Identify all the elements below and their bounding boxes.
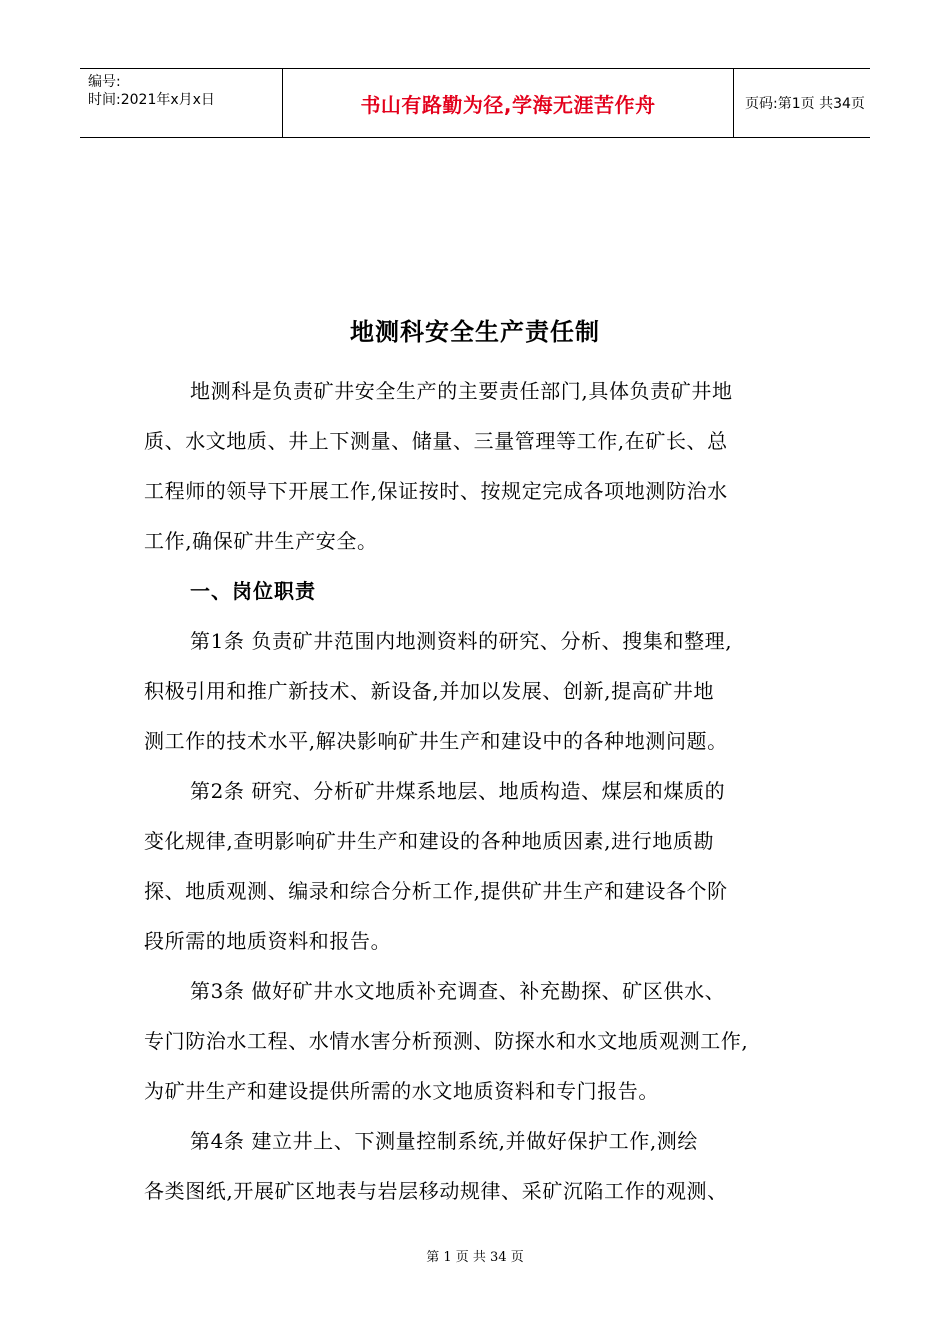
article-1-line: 测工作的技术水平,解决影响矿井生产和建设中的各种地测问题。 — [144, 729, 728, 753]
article-4-line: 第4条 建立井上、下测量控制系统,并做好保护工作,测绘 — [190, 1129, 698, 1153]
header-page-cell — [733, 69, 870, 137]
intro-line: 地测科是负责矿井安全生产的主要责任部门,具体负责矿井地 — [190, 379, 733, 403]
article-2-line: 探、地质观测、编录和综合分析工作,提供矿井生产和建设各个阶 — [144, 879, 728, 903]
article-2-line: 变化规律,查明影响矿井生产和建设的各种地质因素,进行地质勘 — [144, 829, 715, 853]
article-3-line: 专门防治水工程、水情水害分析预测、防探水和水文地质观测工作, — [144, 1029, 749, 1053]
intro-line: 工作,确保矿井生产安全。 — [144, 529, 378, 553]
article-3-line: 第3条 做好矿井水文地质补充调查、补充勘探、矿区供水、 — [190, 979, 726, 1003]
header-page-info: 页码:第1页 共34页 — [745, 96, 865, 112]
article-3-line: 为矿井生产和建设提供所需的水文地质资料和专门报告。 — [144, 1079, 659, 1103]
header-meta-cell — [80, 69, 282, 137]
article-4-line: 各类图纸,开展矿区地表与岩层移动规律、采矿沉陷工作的观测、 — [144, 1179, 728, 1203]
section-heading: 一、岗位职责 — [190, 579, 316, 603]
header-motto-cell — [282, 69, 734, 137]
article-1-line: 积极引用和推广新技术、新设备,并加以发展、创新,提高矿井地 — [144, 679, 715, 703]
intro-line: 质、水文地质、井上下测量、储量、三量管理等工作,在矿长、总 — [144, 429, 728, 453]
page-header — [80, 68, 870, 138]
intro-line: 工程师的领导下开展工作,保证按时、按规定完成各项地测防治水 — [144, 479, 728, 503]
document-code-label: 编号: — [88, 74, 121, 90]
article-1-line: 第1条 负责矿井范围内地测资料的研究、分析、搜集和整理, — [190, 629, 733, 653]
article-2-line: 段所需的地质资料和报告。 — [144, 929, 392, 953]
header-motto: 书山有路勤为径,学海无涯苦作舟 — [360, 92, 656, 117]
document-title: 地测科安全生产责任制 — [350, 317, 600, 346]
document-time: 时间:2021年x月x日 — [88, 92, 215, 108]
page-footer: 第 1 页 共 34 页 — [426, 1250, 524, 1265]
article-2-line: 第2条 研究、分析矿井煤系地层、地质构造、煤层和煤质的 — [190, 779, 726, 803]
